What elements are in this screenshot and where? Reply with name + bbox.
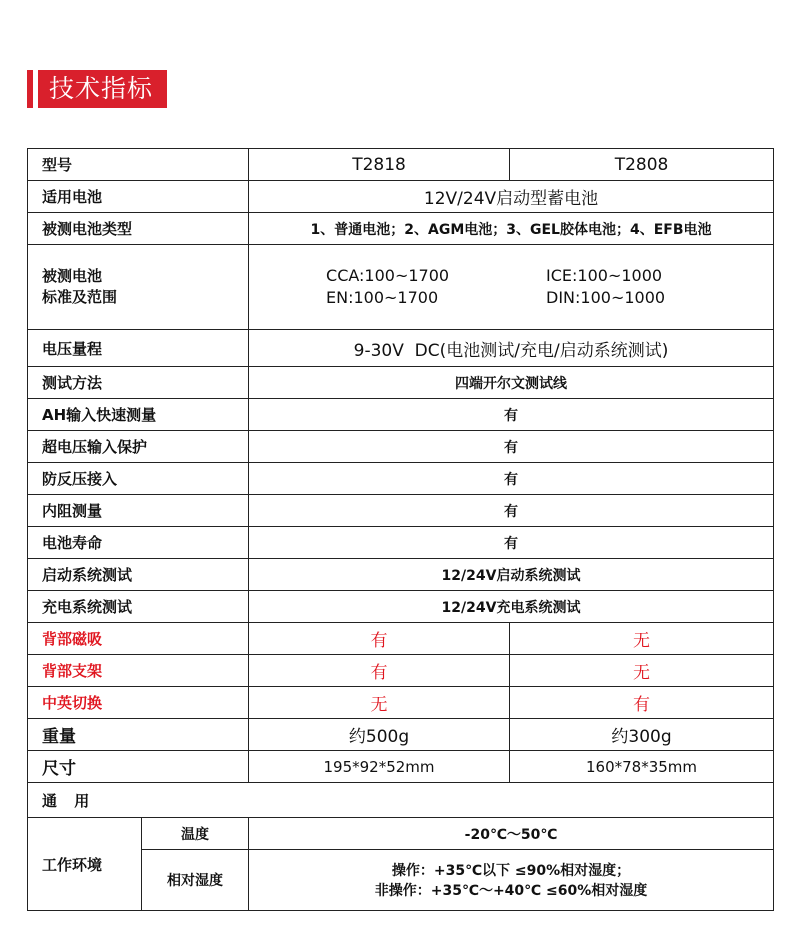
humidity-line: 非操作：+35℃～+40℃ ≤60%相对湿度 — [374, 883, 648, 899]
row-value-b: 无 — [510, 623, 774, 655]
table-row-diff — [28, 687, 774, 719]
row-label: 重量 — [28, 719, 249, 751]
table-row — [28, 719, 774, 751]
table-row — [28, 463, 774, 495]
row-value: 有 — [249, 495, 774, 527]
table-row-env-temp — [28, 818, 774, 850]
table-row — [28, 591, 774, 623]
temp-label: 温度 — [142, 818, 249, 850]
row-value-b: 约300g — [510, 719, 774, 751]
table-row — [28, 399, 774, 431]
row-label — [28, 245, 249, 330]
row-value-a: 有 — [249, 655, 510, 687]
standard-item: DIN:100~1000 — [546, 288, 666, 307]
table-row — [28, 527, 774, 559]
row-label: 内阻测量 — [28, 495, 249, 527]
standard-item: EN:100~1700 — [326, 288, 439, 307]
row-label: 中英切换 — [28, 687, 249, 719]
humidity-label: 相对湿度 — [142, 850, 249, 911]
row-label: 尺寸 — [28, 751, 249, 783]
temp-value: -20℃～50℃ — [249, 818, 774, 850]
row-value-a: 无 — [249, 687, 510, 719]
row-label: 电压量程 — [28, 330, 249, 367]
table-header-row — [28, 149, 774, 181]
row-label: 背部磁吸 — [28, 623, 249, 655]
row-value: 9-30V DC(电池测试/充电/启动系统测试) — [249, 330, 774, 367]
table-row-diff — [28, 623, 774, 655]
row-value: 有 — [249, 431, 774, 463]
spec-table — [27, 148, 774, 911]
table-row — [28, 213, 774, 245]
row-value-a: 195*92*52mm — [249, 751, 510, 783]
table-row — [28, 181, 774, 213]
header-label: 型号 — [28, 149, 249, 181]
label-line: 标准及范围 — [42, 288, 118, 306]
row-value: 四端开尔文测试线 — [249, 367, 774, 399]
row-value-b: 无 — [510, 655, 774, 687]
row-label: 超电压输入保护 — [28, 431, 249, 463]
table-row-diff — [28, 655, 774, 687]
row-label: 适用电池 — [28, 181, 249, 213]
table-row — [28, 751, 774, 783]
standard-item: ICE:100~1000 — [546, 266, 663, 285]
row-value-a: 约500g — [249, 719, 510, 751]
standards-grid — [249, 265, 773, 309]
row-value: 12/24V充电系统测试 — [249, 591, 774, 623]
humidity-line: 操作：+35℃以下 ≤90%相对湿度； — [391, 863, 631, 879]
row-value: 12/24V启动系统测试 — [249, 559, 774, 591]
row-value: 12V/24V启动型蓄电池 — [249, 181, 774, 213]
standard-item: CCA:100~1700 — [326, 266, 450, 285]
label-line: 被测电池 — [42, 267, 103, 285]
row-label: 充电系统测试 — [28, 591, 249, 623]
row-value: 有 — [249, 399, 774, 431]
humidity-value — [249, 850, 774, 911]
row-value-b: 160*78*35mm — [510, 751, 774, 783]
row-value: 1、普通电池；2、AGM电池；3、GEL胶体电池；4、EFB电池 — [249, 213, 774, 245]
row-value-a: 有 — [249, 623, 510, 655]
general-section-row — [28, 783, 774, 818]
row-label: 测试方法 — [28, 367, 249, 399]
table-row — [28, 367, 774, 399]
environment-label: 工作环境 — [28, 818, 142, 911]
row-label: 背部支架 — [28, 655, 249, 687]
model-b: T2808 — [510, 149, 774, 181]
section-heading — [27, 70, 167, 108]
table-row — [28, 431, 774, 463]
row-value-b: 有 — [510, 687, 774, 719]
heading-title: 技术指标 — [40, 70, 167, 108]
row-label: AH输入快速测量 — [28, 399, 249, 431]
row-label: 电池寿命 — [28, 527, 249, 559]
row-value — [249, 245, 774, 330]
row-label: 启动系统测试 — [28, 559, 249, 591]
table-row — [28, 330, 774, 367]
model-a: T2818 — [249, 149, 510, 181]
row-value: 有 — [249, 527, 774, 559]
table-row — [28, 559, 774, 591]
general-section-title: 通 用 — [28, 783, 774, 818]
table-row-standards — [28, 245, 774, 330]
row-label: 防反压接入 — [28, 463, 249, 495]
row-value: 有 — [249, 463, 774, 495]
table-row — [28, 495, 774, 527]
row-label: 被测电池类型 — [28, 213, 249, 245]
